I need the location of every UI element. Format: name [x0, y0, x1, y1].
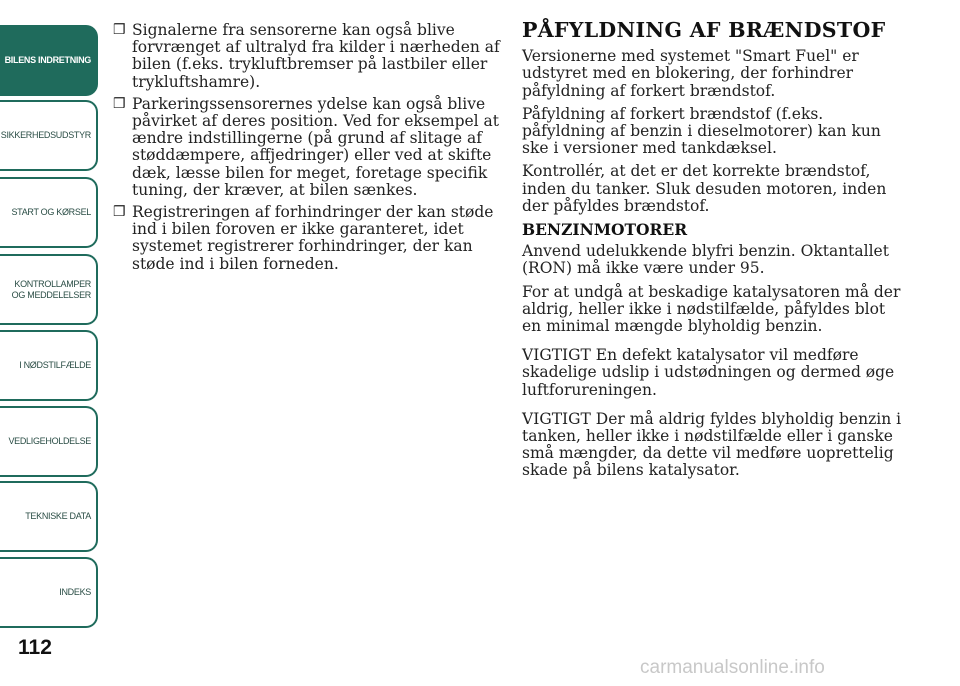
tab-label: START OG KØRSEL — [11, 207, 91, 217]
paragraph: Kontrollér, at det er det korrekte brændstof, inden du tanker. Sluk desuden motoren, inden der påfyldes brændstof. — [522, 162, 887, 215]
tab-indeks[interactable] — [0, 557, 98, 628]
section-title: PÅFYLDNING AF BRÆNDSTOF — [522, 18, 886, 42]
checkbox-bullet-icon: ❒ — [113, 204, 126, 221]
tab-sikkerhedsudstyr[interactable] — [0, 100, 98, 171]
tab-i-noedstilfaelde[interactable] — [0, 330, 98, 401]
tab-label: INDEKS — [59, 587, 91, 597]
checkbox-bullet-icon: ❒ — [113, 22, 126, 38]
tab-label: BILENS INDRETNING — [4, 55, 91, 65]
bullet-text: Registreringen af forhindringer der kan støde ind i bilen foroven er ikke garanteret, idet systemet registrerer forhindringer, der kan støde ind i bilen forneden. — [132, 203, 494, 273]
tab-tekniske-data[interactable] — [0, 481, 98, 552]
watermark: carmanualsonline.info — [640, 657, 825, 678]
bullet-text: Parkeringssensorernes ydelse kan også blive påvirket af deres position. Ved for eksempel at ændre indstillingerne (på grund af slitage af støddæmpere, affjedringer) eller ved at skifte dæk, læsse bilen for meget, foretage specifik tuning, der kræver, at bilen sænkes. — [132, 94, 500, 199]
tab-kontrollamper[interactable] — [0, 254, 98, 325]
important-note: VIGTIGT Der må aldrig fyldes blyholdig benzin i tanken, heller ikke i nødstilfælde eller i ganske små mængder, da dette vil medføre uoprettelig skade på bilens katalysator. — [522, 409, 902, 480]
tab-label: TEKNISKE DATA — [25, 511, 91, 521]
paragraph: Versionerne med systemet "Smart Fuel" er udstyret med en blokering, der forhindrer påfyldning af forkert brændstof. — [522, 47, 859, 100]
tab-vedligeholdelse[interactable] — [0, 406, 98, 477]
checkbox-bullet-icon: ❒ — [113, 95, 126, 112]
important-note: VIGTIGT En defekt katalysator vil medføre skadelige udslip i udstødningen og dermed øge luftforureningen. — [522, 346, 895, 399]
tab-label: KONTROLLAMPER OG MEDDELELSER — [11, 278, 91, 300]
subheading: BENZINMOTORER — [522, 220, 688, 240]
paragraph: Anvend udelukkende blyfri benzin. Oktantallet (RON) må ikke være under 95. — [522, 242, 889, 278]
tab-label: VEDLIGEHOLDELSE — [8, 436, 91, 446]
list-item — [113, 22, 501, 91]
list-item — [113, 204, 501, 273]
page-number: 112 — [18, 636, 52, 659]
list-item — [113, 96, 501, 199]
left-column — [113, 22, 501, 278]
chapter-sidebar — [0, 0, 100, 640]
tab-label: SIKKERHEDSUDSTYR — [0, 130, 91, 140]
right-column — [522, 18, 907, 486]
paragraph: Påfyldning af forkert brændstof (f.eks. påfyldning af benzin i dieselmotorer) kan kun ske i versioner med tankdæksel. — [522, 104, 881, 158]
bullet-text: Signalerne fra sensorerne kan også blive forvrænget af ultralyd fra kilder i nærheden af bilen (f.eks. trykluftbremser på lastbiler eller trykluftshamre). — [132, 21, 500, 91]
tab-bilens-indretning[interactable] — [0, 25, 98, 96]
tab-label: I NØDSTILFÆLDE — [19, 360, 91, 370]
tab-start-og-koersel[interactable] — [0, 177, 98, 248]
paragraph: For at undgå at beskadige katalysatoren må der aldrig, heller ikke i nødstilfælde, påfyldes blot en minimal mængde blyholdig benzin. — [522, 282, 901, 336]
